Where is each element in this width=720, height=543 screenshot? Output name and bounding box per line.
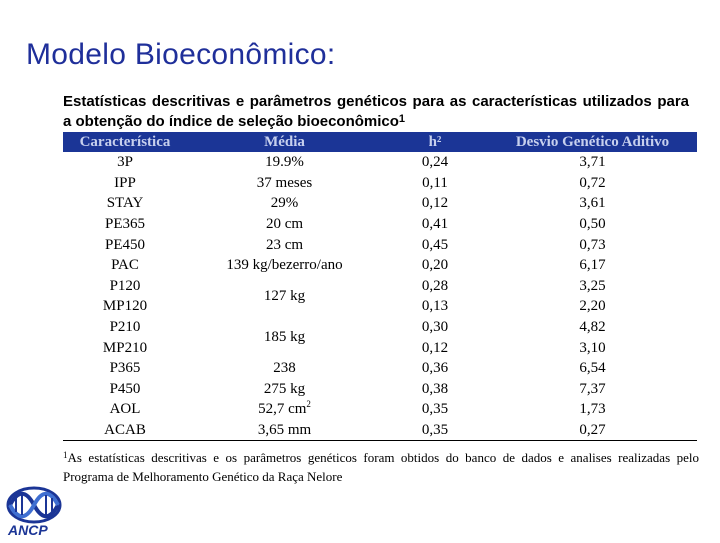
header-mean: Média xyxy=(187,132,382,152)
cell-dga: 4,82 xyxy=(579,319,606,336)
cell-mean: 20 cm xyxy=(265,216,304,233)
cell-trait: ACAB xyxy=(63,420,187,441)
cell-h2: 0,12 xyxy=(421,339,449,356)
cell-trait: MP120 xyxy=(102,298,148,315)
cell-h2: 0,12 xyxy=(421,195,449,212)
footnote-marker: 1 xyxy=(63,450,68,460)
table-header-row xyxy=(63,132,697,152)
table-row xyxy=(63,152,697,173)
cell-trait: PAC xyxy=(111,257,139,274)
table-row xyxy=(63,276,697,297)
statistics-table xyxy=(63,132,697,441)
cell-trait: STAY xyxy=(106,195,144,212)
cell-dga: 7,37 xyxy=(579,380,606,397)
slide-subtitle xyxy=(63,92,689,132)
cell-dga: 3,10 xyxy=(579,339,606,356)
header-heritability: h² xyxy=(382,132,488,152)
cell-mean: 238 xyxy=(273,360,296,377)
cell-mean: 275 kg xyxy=(263,380,306,397)
cell-dga: 2,20 xyxy=(579,298,606,315)
cell-h2: 0,11 xyxy=(422,174,448,191)
cell-h2: 0,41 xyxy=(421,216,449,233)
ancp-logo xyxy=(2,484,68,538)
cell-mean: 185 kg xyxy=(263,329,306,346)
slide-title: Modelo Bioeconômico: xyxy=(26,38,336,71)
cell-mean: 3,65 mm xyxy=(187,420,382,441)
subtitle-footnote-marker: 1 xyxy=(398,113,406,125)
table-row xyxy=(63,255,697,276)
statistics-table-container xyxy=(63,132,697,441)
cell-mean: 29% xyxy=(270,195,299,212)
cell-trait: PE365 xyxy=(104,216,145,233)
cell-dga: 1,73 xyxy=(579,401,606,418)
table-row xyxy=(63,420,697,441)
cell-trait: IPP xyxy=(114,174,136,191)
cell-trait: MP210 xyxy=(102,339,148,356)
table-row xyxy=(63,173,697,194)
cell-trait: AOL xyxy=(109,401,141,418)
cell-dga: 0,27 xyxy=(488,420,697,441)
cell-dga: 0,50 xyxy=(579,216,606,233)
cell-mean: 23 cm xyxy=(265,236,304,253)
cell-h2: 0,28 xyxy=(421,277,449,294)
header-characteristic: Característica xyxy=(63,132,187,152)
cell-mean xyxy=(187,399,382,420)
logo-text: ANCP xyxy=(8,522,48,538)
table-row xyxy=(63,214,697,235)
cell-h2: 0,38 xyxy=(421,380,449,397)
cell-h2: 0,20 xyxy=(421,257,449,274)
cell-trait: 3P xyxy=(117,154,133,171)
cell-mean-value: 52,7 cm xyxy=(258,401,307,418)
cell-h2: 0,35 xyxy=(382,420,488,441)
table-row xyxy=(63,379,697,400)
subtitle-text: Estatísticas descritivas e parâmetros genéticos para as características utilizados para a obtenção do índice de seleção bioeconômico xyxy=(63,93,689,130)
table-row xyxy=(63,234,697,255)
cell-dga: 3,71 xyxy=(579,154,606,171)
cell-h2: 0,45 xyxy=(421,236,449,253)
cell-dga: 3,25 xyxy=(579,277,606,294)
cell-trait: P210 xyxy=(109,319,141,336)
dna-helix-globe-icon xyxy=(2,484,68,538)
cell-dga: 3,61 xyxy=(579,195,606,212)
cell-dga: 0,72 xyxy=(579,174,606,191)
cell-mean-superscript: 2 xyxy=(306,399,311,410)
cell-trait: PE450 xyxy=(104,236,145,253)
cell-trait: P120 xyxy=(109,277,141,294)
table-row xyxy=(63,317,697,338)
table-footnote xyxy=(63,448,699,486)
table-row xyxy=(63,193,697,214)
cell-trait: P450 xyxy=(109,380,141,397)
cell-h2: 0,30 xyxy=(421,319,449,336)
cell-dga: 0,73 xyxy=(579,236,606,253)
cell-h2: 0,36 xyxy=(421,360,449,377)
footnote-text: As estatísticas descritivas e os parâmetros genéticos foram obtidos do banco de dados e analises realizadas pelo Programa de Melhoramento Genético da Raça Nelore xyxy=(63,450,699,484)
cell-mean: 19.9% xyxy=(265,154,304,171)
header-additive-genetic-deviation: Desvio Genético Aditivo xyxy=(488,132,697,152)
cell-dga: 6,54 xyxy=(579,360,606,377)
table-row xyxy=(63,399,697,420)
cell-mean: 127 kg xyxy=(263,288,306,305)
cell-dga: 6,17 xyxy=(579,257,606,274)
cell-trait: P365 xyxy=(109,360,141,377)
cell-h2: 0,13 xyxy=(421,298,449,315)
cell-h2: 0,24 xyxy=(421,154,449,171)
cell-mean: 139 kg/bezerro/ano xyxy=(226,257,343,274)
cell-mean: 37 meses xyxy=(256,174,313,191)
table-row xyxy=(63,358,697,379)
cell-h2: 0,35 xyxy=(421,401,449,418)
